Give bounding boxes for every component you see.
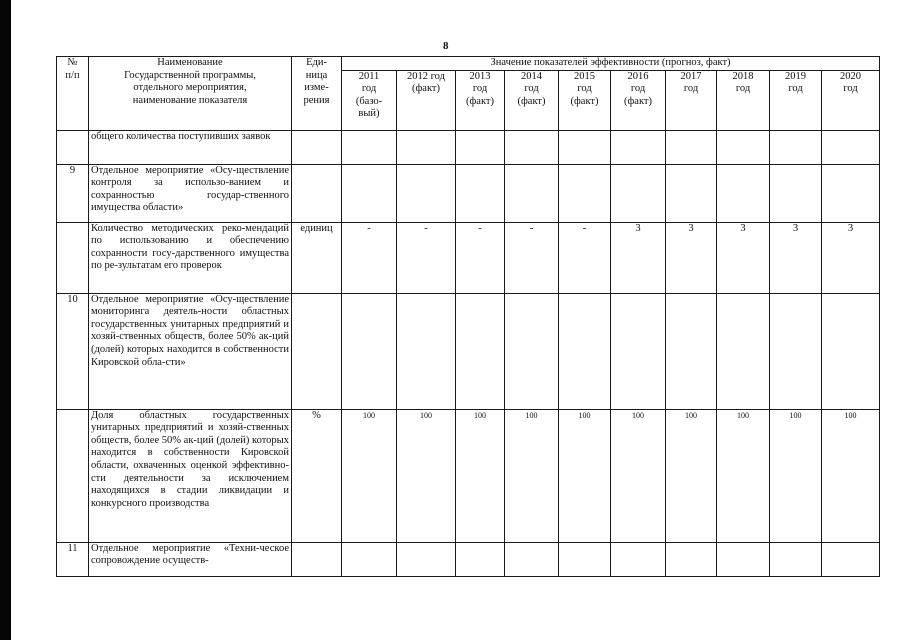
row-value: 100 (770, 409, 822, 542)
header-year: 2012 год (факт) (397, 70, 456, 130)
row-value: 100 (822, 409, 880, 542)
row-value (559, 293, 611, 409)
row-value (505, 542, 559, 576)
row-value (717, 130, 770, 164)
header-name: Наименование Государственной программы, отдельного мероприятия, наименование показателя (89, 57, 292, 131)
row-value: - (505, 222, 559, 293)
row-value: 100 (666, 409, 717, 542)
scan-edge (0, 0, 11, 640)
header-year: 2018 год (717, 70, 770, 130)
row-unit (292, 130, 342, 164)
row-value: 3 (717, 222, 770, 293)
table-row (57, 409, 880, 542)
row-value (342, 293, 397, 409)
row-value (770, 130, 822, 164)
row-value (666, 293, 717, 409)
header-year: 2011 год (базо- вый) (342, 70, 397, 130)
row-value (666, 164, 717, 222)
row-name: Количество методических реко-мендаций по использованию и обеспечению сохранности госу-дарственного имущества по ре-зультатам его проверок (89, 222, 292, 293)
header-year: 2015 год (факт) (559, 70, 611, 130)
row-value (559, 542, 611, 576)
table-row (57, 542, 880, 576)
row-value: 3 (822, 222, 880, 293)
row-value (456, 542, 505, 576)
row-value (822, 293, 880, 409)
header-year: 2020 год (822, 70, 880, 130)
table-row (57, 164, 880, 222)
row-value (505, 130, 559, 164)
row-value (505, 293, 559, 409)
row-number: 11 (57, 542, 89, 576)
row-value (770, 164, 822, 222)
row-value (397, 130, 456, 164)
row-number (57, 130, 89, 164)
row-name: Отдельное мероприятие «Техни-ческое сопровождение осуществ- (89, 542, 292, 576)
indicators-table (56, 56, 880, 577)
row-value: 100 (505, 409, 559, 542)
row-name: Отдельное мероприятие «Осу-ществление мониторинга деятель-ности областных государственных унитарных предприятий и хозяй-ственных обществ, более 50% ак-ций (долей) которых находится в собственности Кировской обла-сти» (89, 293, 292, 409)
row-value (822, 542, 880, 576)
row-value (717, 542, 770, 576)
row-value: 100 (611, 409, 666, 542)
row-value: 100 (559, 409, 611, 542)
table-row (57, 222, 880, 293)
row-value (611, 164, 666, 222)
row-value (559, 164, 611, 222)
row-value (770, 542, 822, 576)
page-number: 8 (443, 40, 449, 52)
header-year: 2019 год (770, 70, 822, 130)
row-value: 100 (717, 409, 770, 542)
row-value: - (559, 222, 611, 293)
row-value (397, 293, 456, 409)
header-year: 2016 год (факт) (611, 70, 666, 130)
row-name: Доля областных государственных унитарных предприятий и хозяй-ственных обществ, более 50% ак-ций (долей) которых находится в собственности Кировской области, охваченных оценкой эффективно-сти деятельности за исключением находящихся в стадии ликвидации и конкурсного производства (89, 409, 292, 542)
row-number: 9 (57, 164, 89, 222)
table-row (57, 293, 880, 409)
row-unit (292, 293, 342, 409)
header-num: № п/п (57, 57, 89, 131)
row-unit: % (292, 409, 342, 542)
row-value (717, 293, 770, 409)
row-value: 3 (611, 222, 666, 293)
row-value (822, 164, 880, 222)
row-value (611, 542, 666, 576)
row-value: - (456, 222, 505, 293)
row-value (456, 130, 505, 164)
header-year: 2013 год (факт) (456, 70, 505, 130)
row-value (822, 130, 880, 164)
header-year: 2017 год (666, 70, 717, 130)
row-number (57, 222, 89, 293)
row-value (611, 293, 666, 409)
row-value: - (342, 222, 397, 293)
row-value (717, 164, 770, 222)
row-unit: единиц (292, 222, 342, 293)
row-value: 100 (456, 409, 505, 542)
row-value: 3 (666, 222, 717, 293)
row-value (397, 164, 456, 222)
row-value (559, 130, 611, 164)
row-value (611, 130, 666, 164)
row-value: 3 (770, 222, 822, 293)
row-name: Отдельное мероприятие «Осу-ществление контроля за использо-ванием и сохранностью государ-ственного имущества области» (89, 164, 292, 222)
header-unit: Еди- ница изме- рения (292, 57, 342, 131)
row-unit (292, 542, 342, 576)
row-value (456, 164, 505, 222)
row-value (342, 130, 397, 164)
row-value (342, 164, 397, 222)
row-value (342, 542, 397, 576)
row-value (456, 293, 505, 409)
row-value (397, 542, 456, 576)
row-value (505, 164, 559, 222)
header-values-group: Значение показателей эффективности (прогноз, факт) (342, 57, 880, 71)
header-year: 2014 год (факт) (505, 70, 559, 130)
row-value: 100 (342, 409, 397, 542)
row-value: - (397, 222, 456, 293)
table-row (57, 130, 880, 164)
row-number: 10 (57, 293, 89, 409)
row-value (770, 293, 822, 409)
row-value: 100 (397, 409, 456, 542)
row-unit (292, 164, 342, 222)
row-value (666, 130, 717, 164)
row-number (57, 409, 89, 542)
row-value (666, 542, 717, 576)
row-name: общего количества поступивших заявок (89, 130, 292, 164)
